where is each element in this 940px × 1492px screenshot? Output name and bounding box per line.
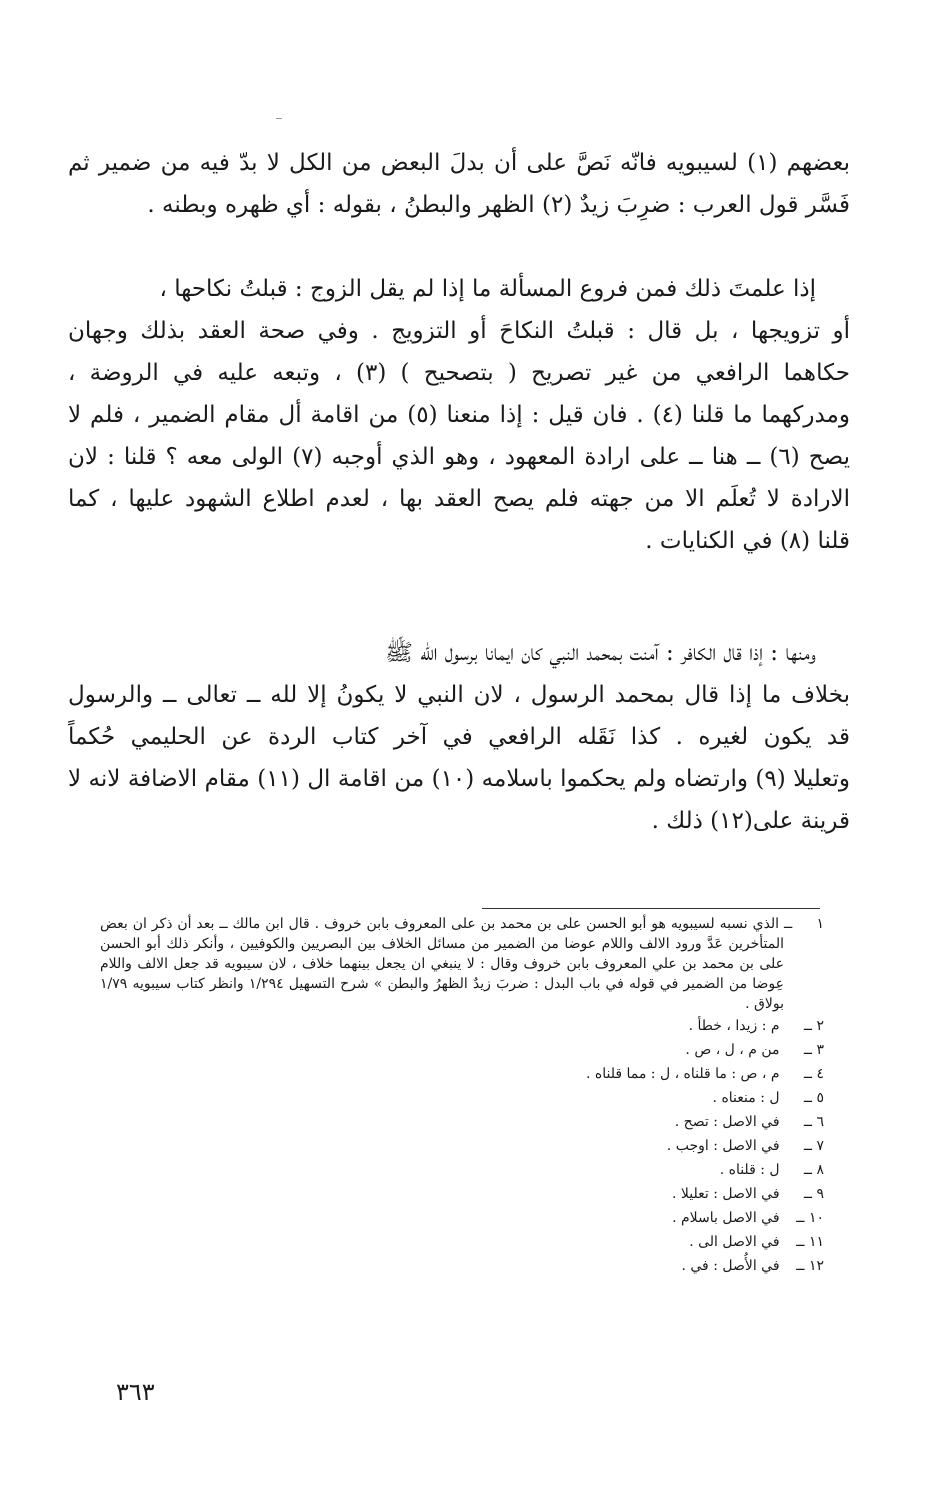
footnote-line bbox=[100, 914, 824, 934]
footnote-number: ٤ ــ bbox=[803, 1066, 824, 1082]
text-line: ومنها : إذا قال الكافر : آمنت بمحمد النبي كان ايمانا برسول الله ﷺ bbox=[385, 640, 816, 666]
footnote-text: في الاصل الى . bbox=[689, 1234, 780, 1250]
footnote-text: م ، ص : ما قلناه ، ل : مما قلناه . bbox=[585, 1066, 780, 1082]
footnote-9 bbox=[100, 1182, 824, 1206]
text-line: بعضهم (١) لسيبويه فانّه نَصَّ على أن بدلَ البعض من الكل لا بدّ فيه من ضمير ثم bbox=[68, 150, 850, 176]
footnote-number: ٦ ــ bbox=[803, 1114, 824, 1130]
text-line: حكاهما الرافعي من غير تصريح ( بتصحيح ) (٣) ، وتبعه عليه في الروضة ، bbox=[68, 360, 850, 386]
footnote-number: ٨ ــ bbox=[803, 1162, 824, 1178]
text-line: قلنا (٨) في الكنايات . bbox=[645, 528, 850, 554]
page-number: ٣٦٣ bbox=[116, 1378, 155, 1406]
footnote-11 bbox=[100, 1230, 824, 1254]
footnote-text: ل : منعناه . bbox=[712, 1090, 780, 1106]
scan-mark bbox=[276, 118, 282, 119]
footnote-3 bbox=[100, 1038, 824, 1062]
text-line: ومدركهما ما قلنا (٤) . فان قيل : إذا منعنا (٥) من اقامة أل مقام الضمير ، فلم لا bbox=[68, 402, 850, 428]
text-line: الارادة لا تُعلَم الا من جهته فلم يصح العقد بها ، لعدم اطلاع الشهود عليها ، كما bbox=[68, 486, 850, 512]
footnote-number: ١١ ــ bbox=[796, 1234, 824, 1250]
footnote-1 bbox=[100, 914, 824, 1014]
footnote-number: ٥ ــ bbox=[803, 1090, 824, 1106]
footnote-text: في الأُصل : في . bbox=[681, 1258, 780, 1274]
footnote-text: في الاصل باسلام . bbox=[672, 1210, 780, 1226]
text-line: يصح (٦) ــ هنا ــ على ارادة المعهود ، وهو الذي أوجبه (٧) الولى معه ؟ قلنا : لان bbox=[68, 444, 850, 470]
footnote-2 bbox=[100, 1014, 824, 1038]
footnote-text: في الاصل : اوجب . bbox=[666, 1138, 780, 1154]
footnote-text: في الاصل : تعليلا . bbox=[671, 1186, 780, 1202]
footnote-text: في الاصل : تصح . bbox=[674, 1114, 780, 1130]
footnote-number: ١ ــ bbox=[784, 916, 824, 932]
footnote-number: ١٢ ــ bbox=[796, 1258, 824, 1274]
footnote-line: على بن محمد بن علي المعروف بابن خروف وقال : لا ينبغي ان يجعل بينهما خلاف ، لان سيبويه قد جعل الالف واللام bbox=[100, 956, 784, 972]
footnote-7 bbox=[100, 1134, 824, 1158]
footnote-8 bbox=[100, 1158, 824, 1182]
footnote-text: من م ، ل ، ص . bbox=[685, 1042, 780, 1058]
footnote-text: م : زيدا ، خطأ . bbox=[688, 1018, 780, 1034]
text-line: أو تزويجها ، بل قال : قبلتُ النكاحَ أو التزويج . وفي صحة العقد بذلك وجهان bbox=[68, 318, 850, 344]
paragraph-2 bbox=[68, 268, 850, 562]
footnote-5 bbox=[100, 1086, 824, 1110]
text-line: وتعليلا (٩) وارتضاه ولم يحكموا باسلامه (١٠) من اقامة ال (١١) مقام الاضافة لانه لا bbox=[68, 766, 850, 792]
footnote-number: ٢ ــ bbox=[803, 1018, 824, 1034]
text-line: قرينة على(١٢) ذلك . bbox=[651, 808, 850, 834]
paragraph-3 bbox=[68, 632, 850, 842]
text-line: قد يكون لغيره . كذا نَقَله الرافعي في آخر كتاب الردة عن الحليمي حُكماً bbox=[68, 724, 850, 750]
footnote-line: المتأخرين عَدَّ ورود الالف واللام عوضا من الضمير من مسائل الخلاف بين البصريين والكوفيين ، وأنكر ذلك أبو الحسن bbox=[100, 936, 784, 952]
footnote-number: ١٠ ــ bbox=[796, 1210, 824, 1226]
footnote-number: ٣ ــ bbox=[803, 1042, 824, 1058]
footnote-text: الذي نسبه لسيبويه هو أبو الحسن على بن محمد بن على المعروف بابن خروف . قال ابن مالك ــ بعد أن ذكر ان بعض bbox=[100, 916, 780, 932]
footnote-number: ٩ ــ bbox=[803, 1186, 824, 1202]
footnote-text: ل : قلناه . bbox=[719, 1162, 780, 1178]
text-line: فَسَّر قول العرب : ضرِبَ زيدٌ (٢) الظهر والبطنُ ، بقوله : أي ظهره وبطنه . bbox=[147, 192, 850, 218]
paragraph-1 bbox=[68, 142, 850, 226]
footnotes bbox=[100, 914, 824, 1278]
footnote-12 bbox=[100, 1254, 824, 1278]
text-line: بخلاف ما إذا قال بمحمد الرسول ، لان النبي لا يكونُ إلا لله ــ تعالى ــ والرسول bbox=[68, 682, 850, 708]
footnote-line: بولاق . bbox=[745, 996, 784, 1012]
footnote-number: ٧ ــ bbox=[803, 1138, 824, 1154]
text-line: إذا علمتَ ذلك فمن فروع المسألة ما إذا لم يقل الزوج : قبلتُ نكاحها ، bbox=[159, 276, 816, 302]
footnote-10 bbox=[100, 1206, 824, 1230]
footnote-4 bbox=[100, 1062, 824, 1086]
footnote-line: عِوضا من الضمير في قوله في باب البدل : ضربَ زيدٌ الظهرُ والبطن » شرح التسهيل ١/٢٩٤ وانظر كتاب سيبويه ١/٧٩ bbox=[100, 976, 784, 992]
footnote-6 bbox=[100, 1110, 824, 1134]
footnote-separator bbox=[482, 908, 820, 909]
